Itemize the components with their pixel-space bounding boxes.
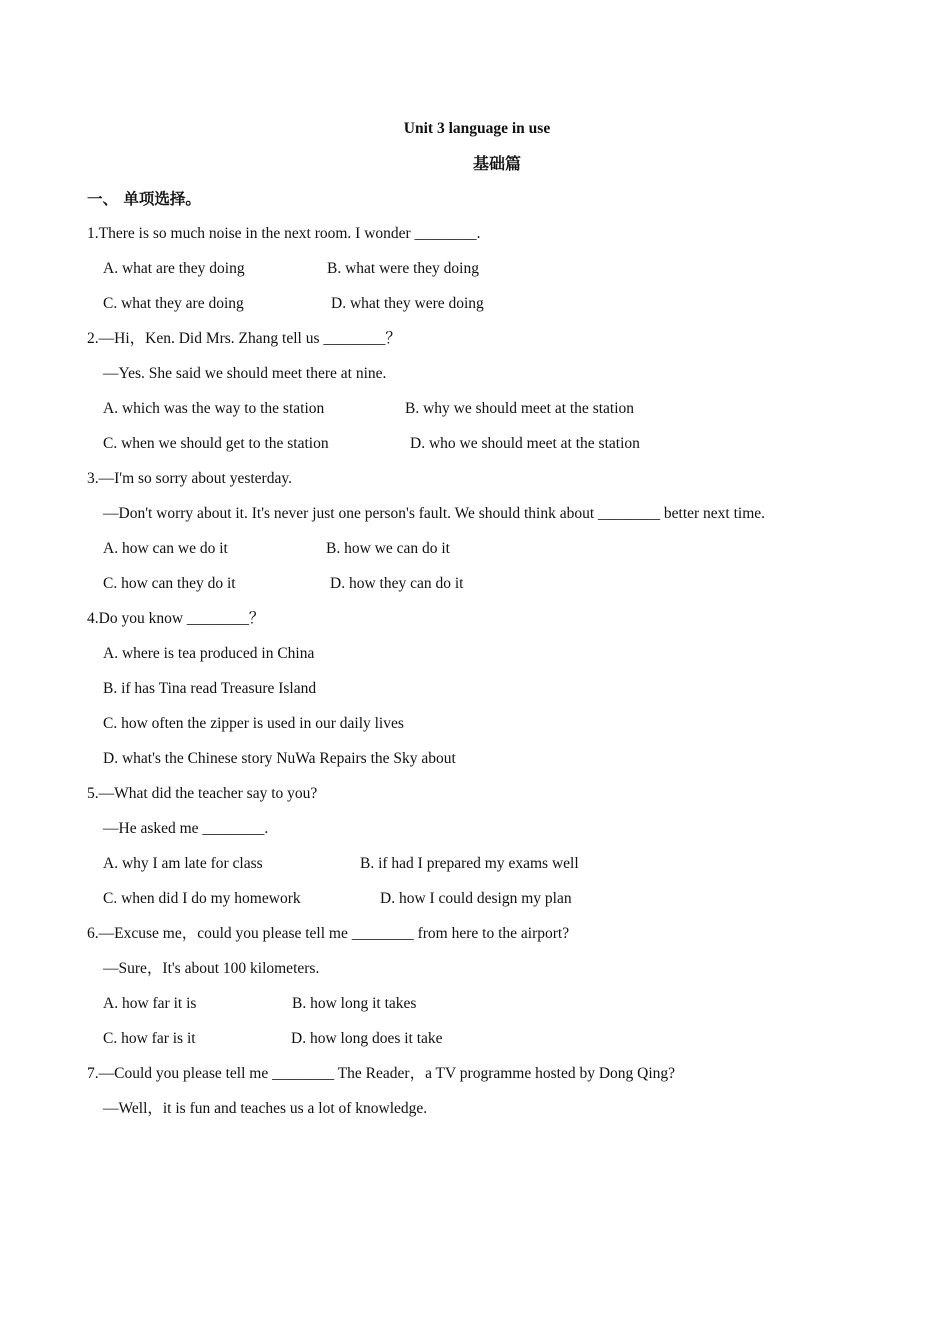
question-2-option-c: C. when we should get to the station (103, 435, 329, 452)
question-3-option-c: C. how can they do it (103, 575, 236, 592)
question-1-stem: 1.There is so much noise in the next room. I wonder ________. (87, 225, 481, 242)
document-title: Unit 3 language in use (403, 120, 551, 137)
question-6-reply: —Sure，It's about 100 kilometers. (103, 960, 320, 977)
question-6-stem: 6.—Excuse me，could you please tell me ________ from here to the airport? (87, 925, 570, 942)
question-5-option-d: D. how I could design my plan (380, 890, 572, 907)
question-1-option-d: D. what they were doing (331, 295, 484, 312)
question-2-option-b: B. why we should meet at the station (405, 400, 635, 417)
section-heading: 一、 单项选择。 (87, 190, 201, 208)
question-6-option-d: D. how long does it take (291, 1030, 443, 1047)
question-7-stem: 7.—Could you please tell me ________ The Reader，a TV programme hosted by Dong Qing? (87, 1065, 676, 1082)
question-3-option-d: D. how they can do it (330, 575, 464, 592)
question-5-option-a: A. why I am late for class (103, 855, 263, 872)
question-3-option-a: A. how can we do it (103, 540, 228, 557)
question-6-option-b: B. how long it takes (292, 995, 417, 1012)
question-6-option-a: A. how far it is (103, 995, 197, 1012)
document-subtitle: 基础篇 (472, 154, 521, 173)
question-2-reply: —Yes. She said we should meet there at nine. (103, 365, 387, 382)
question-4-option-b: B. if has Tina read Treasure Island (103, 680, 317, 697)
question-5-option-b: B. if had I prepared my exams well (360, 855, 579, 872)
question-3-stem: 3.—I'm so sorry about yesterday. (87, 470, 292, 487)
question-3-reply: —Don't worry about it. It's never just one person's fault. We should think about ________ better next time. (103, 505, 766, 522)
question-4-stem: 4.Do you know ________？ (87, 610, 265, 627)
question-4-option-d: D. what's the Chinese story NuWa Repairs the Sky about (103, 750, 456, 767)
question-7-reply: —Well，it is fun and teaches us a lot of knowledge. (103, 1100, 428, 1117)
question-5-option-c: C. when did I do my homework (103, 890, 301, 907)
question-3-option-b: B. how we can do it (326, 540, 450, 557)
question-1-option-a: A. what are they doing (103, 260, 245, 277)
question-2-option-a: A. which was the way to the station (103, 400, 325, 417)
question-1-option-b: B. what were they doing (327, 260, 479, 277)
question-2-stem: 2.—Hi，Ken. Did Mrs. Zhang tell us ________？ (87, 330, 401, 347)
question-1-option-c: C. what they are doing (103, 295, 244, 312)
question-6-option-c: C. how far is it (103, 1030, 196, 1047)
question-5-reply: —He asked me ________. (103, 820, 269, 837)
question-2-option-d: D. who we should meet at the station (410, 435, 640, 452)
question-4-option-a: A. where is tea produced in China (103, 645, 315, 662)
question-5-stem: 5.—What did the teacher say to you? (87, 785, 318, 802)
question-4-option-c: C. how often the zipper is used in our daily lives (103, 715, 404, 732)
